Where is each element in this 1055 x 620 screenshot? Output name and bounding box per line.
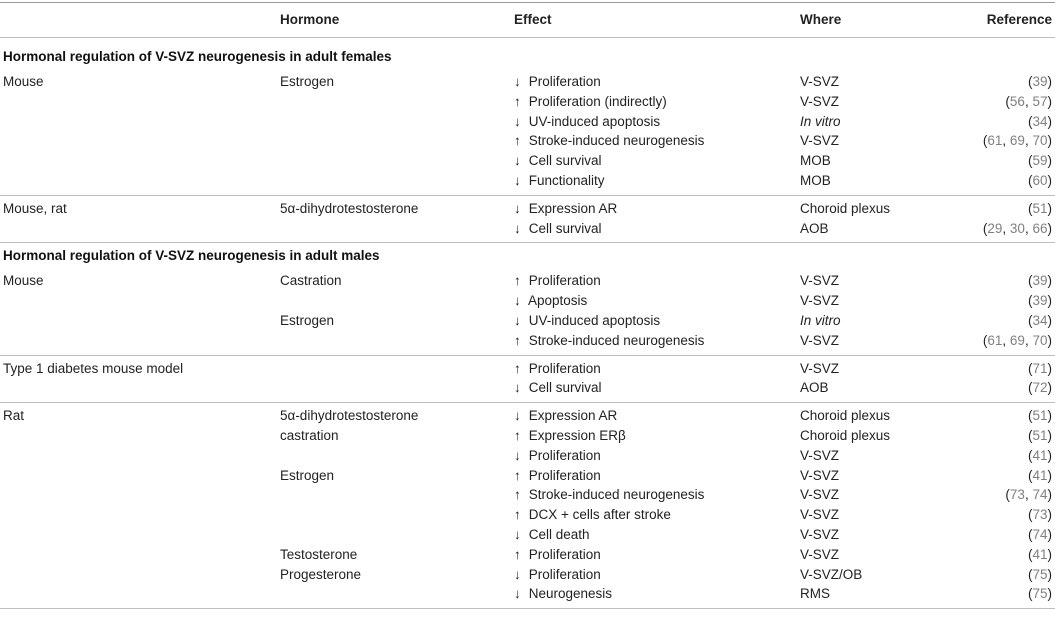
effect-cell xyxy=(514,171,605,190)
effect-text: Cell death xyxy=(525,527,590,542)
effect-text: DCX + cells after stroke xyxy=(525,507,671,523)
arrow-up-icon: ↑ xyxy=(514,93,521,109)
header-where: Where xyxy=(800,12,842,27)
reference-number[interactable]: 60 xyxy=(1032,173,1048,188)
effect-text: Proliferation xyxy=(525,546,601,562)
arrow-down-icon: ↓ xyxy=(514,313,521,328)
table-top-rule xyxy=(0,2,1055,3)
effect-text: UV-induced apoptosis xyxy=(525,113,661,129)
reference-number[interactable]: 70 xyxy=(1032,133,1048,149)
effect-text: Stroke-induced neurogenesis xyxy=(525,487,705,503)
reference-number[interactable]: 70 xyxy=(1032,332,1048,348)
effect-cell xyxy=(514,525,590,544)
arrow-down-icon: ↓ xyxy=(514,293,521,309)
arrow-down-icon: ↓ xyxy=(514,447,521,463)
arrow-up-icon: ↑ xyxy=(514,428,521,443)
reference-number[interactable]: 69 xyxy=(1009,133,1025,149)
reference-cell: (75) xyxy=(1027,566,1052,582)
reference-number[interactable]: 61 xyxy=(987,332,1003,348)
arrow-up-icon: ↑ xyxy=(514,546,521,562)
reference-cell: (41) xyxy=(1027,447,1052,463)
reference-cell: (41) xyxy=(1027,467,1052,483)
where-cell: MOB xyxy=(800,153,831,169)
where-cell: RMS xyxy=(800,586,830,602)
header-reference: Reference xyxy=(986,12,1052,27)
where-cell: V-SVZ xyxy=(800,133,840,149)
reference-number[interactable]: 56 xyxy=(1009,93,1025,109)
reference-number[interactable]: 66 xyxy=(1032,220,1048,236)
group-rule xyxy=(0,402,1055,403)
where-cell: V-SVZ xyxy=(800,447,840,463)
reference-cell: (56, 57) xyxy=(1005,93,1052,109)
arrow-down-icon: ↓ xyxy=(514,220,521,236)
effect-text: Proliferation xyxy=(525,467,601,483)
effect-cell xyxy=(514,545,601,564)
reference-number[interactable]: 51 xyxy=(1032,428,1048,443)
reference-number[interactable]: 69 xyxy=(1009,332,1025,348)
arrow-up-icon: ↑ xyxy=(514,273,521,289)
effect-cell xyxy=(514,311,660,330)
where-cell: V-SVZ xyxy=(800,507,840,523)
hormone-cell: castration xyxy=(280,428,339,443)
model-label: Mouse, rat xyxy=(3,200,67,216)
where-cell: V-SVZ xyxy=(800,487,840,503)
where-cell: V-SVZ xyxy=(800,527,840,542)
effect-text: Expression AR xyxy=(525,408,618,424)
effect-text: Stroke-induced neurogenesis xyxy=(525,133,705,149)
arrow-down-icon: ↓ xyxy=(514,527,521,542)
effect-cell xyxy=(514,151,602,170)
where-cell: Choroid plexus xyxy=(800,408,891,424)
effect-text: Proliferation (indirectly) xyxy=(525,93,667,109)
reference-number[interactable]: 41 xyxy=(1032,467,1048,483)
effect-cell xyxy=(514,72,601,91)
arrow-down-icon: ↓ xyxy=(514,173,521,188)
arrow-down-icon: ↓ xyxy=(514,113,521,129)
where-cell: V-SVZ xyxy=(800,546,840,562)
where-cell: MOB xyxy=(800,173,831,188)
where-cell: AOB xyxy=(800,220,829,236)
reference-number[interactable]: 71 xyxy=(1032,360,1048,376)
group-rule xyxy=(0,195,1055,196)
reference-number[interactable]: 30 xyxy=(1009,220,1025,236)
effect-text: UV-induced apoptosis xyxy=(525,313,661,328)
reference-cell: (59) xyxy=(1027,153,1052,169)
arrow-up-icon: ↑ xyxy=(514,133,521,149)
reference-number[interactable]: 34 xyxy=(1032,313,1048,328)
where-cell: V-SVZ xyxy=(800,93,840,109)
effect-text: Neurogenesis xyxy=(525,586,613,602)
effect-cell xyxy=(514,565,601,584)
effect-cell xyxy=(514,271,601,290)
effect-text: Expression AR xyxy=(525,200,618,216)
model-label: Rat xyxy=(3,408,25,424)
reference-cell: (74) xyxy=(1027,527,1052,542)
reference-cell: (61, 69, 70) xyxy=(982,332,1052,348)
reference-cell: (34) xyxy=(1027,313,1052,328)
effect-text: Expression ERβ xyxy=(525,428,626,443)
reference-number[interactable]: 73 xyxy=(1032,507,1048,523)
effect-cell xyxy=(514,378,602,397)
reference-cell: (51) xyxy=(1027,428,1052,443)
where-cell: V-SVZ xyxy=(800,74,840,89)
where-cell: V-SVZ xyxy=(800,360,840,376)
reference-number[interactable]: 72 xyxy=(1032,380,1048,396)
group-rule xyxy=(0,608,1055,609)
arrow-down-icon: ↓ xyxy=(514,200,521,216)
reference-cell: (72) xyxy=(1027,380,1052,396)
header-effect: Effect xyxy=(514,12,552,27)
effect-text: Apoptosis xyxy=(525,293,588,309)
header-rule xyxy=(0,37,1055,38)
effect-text: Proliferation xyxy=(525,566,601,582)
effect-text: Proliferation xyxy=(525,360,601,376)
where-cell: V-SVZ xyxy=(800,293,840,309)
reference-cell: (39) xyxy=(1027,293,1052,309)
arrow-up-icon: ↑ xyxy=(514,507,521,523)
arrow-up-icon: ↑ xyxy=(514,360,521,376)
hormone-cell: 5α-dihydrotestosterone xyxy=(280,200,419,216)
reference-number[interactable]: 29 xyxy=(987,220,1003,236)
reference-cell: (51) xyxy=(1027,408,1052,424)
reference-number[interactable]: 41 xyxy=(1032,447,1048,463)
arrow-up-icon: ↑ xyxy=(514,487,521,503)
arrow-down-icon: ↓ xyxy=(514,566,521,582)
where-cell: In vitro xyxy=(800,313,841,328)
reference-cell: (41) xyxy=(1027,546,1052,562)
reference-cell: (75) xyxy=(1027,586,1052,602)
hormone-cell: Estrogen xyxy=(280,467,335,483)
reference-cell: (71) xyxy=(1027,360,1052,376)
model-label: Type 1 diabetes mouse model xyxy=(3,360,184,376)
header-hormone: Hormone xyxy=(280,12,340,27)
reference-number[interactable]: 34 xyxy=(1032,113,1048,129)
effect-cell xyxy=(514,485,704,504)
reference-cell: (73, 74) xyxy=(1005,487,1052,503)
reference-number[interactable]: 51 xyxy=(1032,200,1048,216)
reference-number[interactable]: 75 xyxy=(1032,566,1048,582)
arrow-down-icon: ↓ xyxy=(514,380,521,396)
reference-number[interactable]: 39 xyxy=(1032,74,1048,89)
reference-cell: (34) xyxy=(1027,113,1052,129)
arrow-up-icon: ↑ xyxy=(514,332,521,348)
effect-cell xyxy=(514,466,601,485)
effect-cell xyxy=(514,426,626,445)
reference-number[interactable]: 39 xyxy=(1032,293,1048,309)
effect-text: Cell survival xyxy=(525,380,602,396)
where-cell: V-SVZ xyxy=(800,273,840,289)
effect-cell xyxy=(514,446,601,465)
model-label: Mouse xyxy=(3,273,44,289)
effect-text: Proliferation xyxy=(525,447,601,463)
effect-cell xyxy=(514,359,601,378)
effect-cell xyxy=(514,112,660,131)
effect-text: Functionality xyxy=(525,173,605,188)
reference-number[interactable]: 74 xyxy=(1032,487,1048,503)
where-cell: In vitro xyxy=(800,113,841,129)
effect-text: Cell survival xyxy=(525,220,602,236)
section-title: Hormonal regulation of V-SVZ neurogenesis in adult females xyxy=(3,49,392,64)
effect-text: Stroke-induced neurogenesis xyxy=(525,332,705,348)
reference-cell: (73) xyxy=(1027,507,1052,523)
section-title: Hormonal regulation of V-SVZ neurogenesis in adult males xyxy=(3,248,380,264)
reference-number[interactable]: 61 xyxy=(987,133,1003,149)
reference-number[interactable]: 39 xyxy=(1032,273,1048,289)
effect-text: Proliferation xyxy=(525,273,601,289)
reference-number[interactable]: 75 xyxy=(1032,586,1048,602)
reference-cell: (29, 30, 66) xyxy=(982,220,1052,236)
hormone-cell: Testosterone xyxy=(280,546,358,562)
hormone-cell: Castration xyxy=(280,273,342,289)
reference-cell: (51) xyxy=(1027,200,1052,216)
hormone-cell: Estrogen xyxy=(280,313,335,328)
where-cell: AOB xyxy=(800,380,829,396)
group-rule xyxy=(0,355,1055,356)
where-cell: V-SVZ xyxy=(800,467,840,483)
effect-cell xyxy=(514,92,667,111)
arrow-down-icon: ↓ xyxy=(514,74,521,89)
hormone-cell: Estrogen xyxy=(280,74,335,89)
hormone-cell: Progesterone xyxy=(280,566,362,582)
reference-number[interactable]: 74 xyxy=(1032,527,1048,542)
reference-number[interactable]: 51 xyxy=(1032,408,1048,424)
effect-cell xyxy=(514,291,587,310)
effect-cell xyxy=(514,331,704,350)
effect-text: Cell survival xyxy=(525,153,602,169)
reference-number[interactable]: 73 xyxy=(1009,487,1025,503)
hormone-cell: 5α-dihydrotestosterone xyxy=(280,408,419,424)
where-cell: Choroid plexus xyxy=(800,428,891,443)
group-rule xyxy=(0,242,1055,243)
reference-number[interactable]: 59 xyxy=(1032,153,1048,169)
reference-cell: (39) xyxy=(1027,74,1052,89)
reference-number[interactable]: 41 xyxy=(1032,546,1048,562)
arrow-down-icon: ↓ xyxy=(514,408,521,424)
reference-cell: (39) xyxy=(1027,273,1052,289)
reference-cell: (61, 69, 70) xyxy=(982,133,1052,149)
arrow-down-icon: ↓ xyxy=(514,153,521,169)
where-cell: V-SVZ/OB xyxy=(800,566,863,582)
effect-cell xyxy=(514,584,612,603)
effect-cell xyxy=(514,219,602,238)
effect-cell xyxy=(514,505,671,524)
effect-cell xyxy=(514,131,704,150)
effect-cell xyxy=(514,199,617,218)
where-cell: V-SVZ xyxy=(800,332,840,348)
reference-cell: (60) xyxy=(1027,173,1052,188)
where-cell: Choroid plexus xyxy=(800,200,891,216)
arrow-down-icon: ↓ xyxy=(514,586,521,602)
model-label: Mouse xyxy=(3,74,44,89)
effect-text: Proliferation xyxy=(525,74,601,89)
reference-number[interactable]: 57 xyxy=(1032,93,1048,109)
arrow-up-icon: ↑ xyxy=(514,467,521,483)
effect-cell xyxy=(514,406,617,425)
